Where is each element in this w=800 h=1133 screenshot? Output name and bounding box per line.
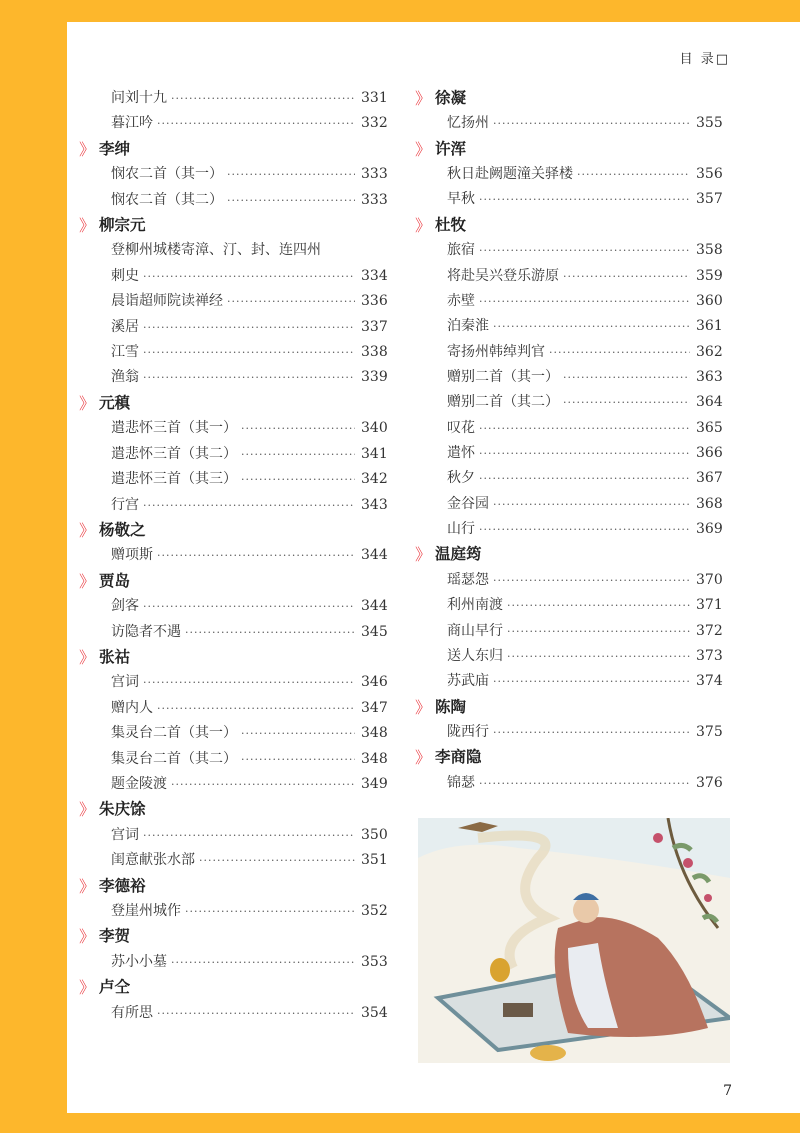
dot-leader — [227, 289, 355, 314]
dot-leader — [143, 340, 355, 365]
toc-entry[interactable] — [79, 162, 388, 187]
dot-leader — [549, 340, 690, 365]
chevron-marker-icon: 》 — [415, 139, 432, 159]
toc-entry[interactable] — [79, 188, 388, 213]
toc-entry[interactable] — [79, 493, 388, 518]
chevron-marker-icon: 》 — [415, 89, 432, 108]
toc-entry[interactable] — [415, 720, 723, 745]
entry-page-number: 332 — [361, 115, 388, 132]
author-name: 张祜 — [99, 647, 131, 666]
toc-entry[interactable] — [415, 771, 723, 796]
entry-page-number: 356 — [696, 166, 723, 183]
entry-page-number: 371 — [696, 597, 723, 614]
toc-author-heading[interactable] — [79, 213, 385, 238]
entry-page-number: 350 — [361, 826, 388, 843]
toc-entry[interactable] — [79, 289, 388, 314]
dot-leader — [157, 696, 355, 721]
toc-entry[interactable] — [415, 238, 723, 263]
entry-page-number: 340 — [361, 420, 388, 437]
chevron-marker-icon: 》 — [79, 520, 96, 540]
toc-entry[interactable] — [415, 619, 723, 644]
toc-entry[interactable] — [415, 289, 723, 314]
entry-title: 暮江吟 — [111, 115, 153, 132]
entry-title: 旅宿 — [447, 242, 475, 259]
chevron-marker-icon: 》 — [415, 545, 432, 565]
dot-leader — [479, 416, 690, 441]
dot-leader — [479, 771, 690, 796]
entry-page-number: 339 — [361, 369, 388, 386]
author-name: 陈陶 — [435, 697, 467, 716]
entry-title: 有所思 — [111, 1004, 153, 1021]
entry-title: 渔翁 — [111, 369, 139, 386]
dot-leader — [171, 772, 355, 797]
dot-leader — [143, 493, 355, 518]
entry-page-number: 347 — [361, 699, 388, 716]
dot-leader — [507, 644, 690, 669]
entry-title: 陇西行 — [447, 723, 489, 740]
entry-title: 问刘十九 — [111, 90, 167, 106]
entry-title: 忆扬州 — [447, 115, 489, 132]
toc-author-heading[interactable] — [415, 213, 720, 238]
entry-title: 遣悲怀三首（其一） — [111, 420, 237, 437]
illustration-scholar-painting — [418, 818, 730, 1063]
toc-entry[interactable] — [415, 593, 723, 618]
entry-page-number: 366 — [696, 445, 723, 462]
entry-title: 溪居 — [111, 318, 139, 335]
author-name: 朱庆馀 — [99, 800, 146, 819]
toc-entry[interactable] — [79, 747, 388, 772]
toc-entry[interactable] — [415, 416, 723, 441]
entry-page-number: 367 — [696, 470, 723, 487]
entry-title: 将赴吴兴登乐游原 — [447, 267, 559, 284]
chevron-marker-icon: 》 — [79, 216, 96, 236]
entry-page-number: 361 — [696, 318, 723, 335]
toc-entry[interactable] — [79, 772, 388, 797]
entry-title: 金谷园 — [447, 495, 489, 512]
entry-page-number: 351 — [361, 852, 388, 869]
dot-leader — [507, 593, 690, 618]
entry-page-number: 363 — [696, 368, 723, 385]
entry-page-number: 373 — [696, 647, 723, 664]
author-name: 李德裕 — [99, 876, 146, 895]
entry-page-number: 364 — [696, 394, 723, 411]
dot-leader — [493, 314, 690, 339]
toc-entry[interactable] — [79, 696, 388, 721]
entry-page-number: 359 — [696, 267, 723, 284]
toc-entry[interactable] — [79, 823, 388, 848]
dot-leader — [493, 111, 690, 136]
entry-page-number: 370 — [696, 571, 723, 588]
toc-author-heading[interactable] — [415, 542, 720, 567]
entry-title: 寄扬州韩绰判官 — [447, 343, 545, 360]
entry-title: 早秋 — [447, 191, 475, 208]
toc-entry[interactable] — [415, 441, 723, 466]
dot-leader — [493, 720, 690, 745]
entry-title: 瑶瑟怨 — [447, 571, 489, 588]
entry-page-number: 346 — [361, 674, 388, 691]
entry-title: 访隐者不遇 — [111, 623, 181, 640]
dot-leader — [185, 620, 355, 645]
toc-entry[interactable] — [415, 314, 723, 339]
toc-entry[interactable] — [79, 721, 388, 746]
entry-page-number: 354 — [361, 1004, 388, 1021]
entry-page-number: 365 — [696, 419, 723, 436]
toc-entry[interactable] — [79, 365, 388, 390]
chevron-marker-icon: 》 — [79, 800, 96, 820]
toc-author-heading[interactable] — [79, 391, 385, 416]
dot-leader — [479, 187, 690, 212]
entry-page-number: 358 — [696, 242, 723, 259]
dot-leader — [143, 670, 355, 695]
toc-entry[interactable] — [415, 264, 723, 289]
entry-title: 登柳州城楼寄漳、汀、封、连四州 — [111, 242, 321, 259]
dot-leader — [493, 492, 690, 517]
entry-page-number: 336 — [361, 293, 388, 310]
dot-leader — [241, 416, 355, 441]
author-name: 贾岛 — [99, 571, 131, 590]
dot-leader — [143, 264, 355, 289]
toc-entry[interactable] — [79, 950, 388, 975]
toc-entry[interactable] — [79, 238, 385, 263]
entry-title: 悯农二首（其一） — [111, 166, 223, 183]
toc-entry[interactable] — [415, 669, 723, 694]
toc-entry[interactable] — [79, 264, 388, 289]
dot-leader — [479, 238, 690, 263]
toc-entry[interactable] — [415, 644, 723, 669]
toc-entry[interactable] — [415, 466, 723, 491]
dot-leader — [157, 543, 355, 568]
chevron-marker-icon: 》 — [79, 927, 96, 947]
toc-entry[interactable] — [79, 1001, 388, 1026]
toc-entry[interactable] — [415, 162, 723, 187]
author-name: 卢仝 — [99, 978, 131, 997]
page-number: 7 — [723, 1083, 732, 1099]
entry-title: 遣悲怀三首（其二） — [111, 445, 237, 462]
toc-author-heading[interactable] — [79, 924, 385, 949]
toc-entry[interactable] — [415, 517, 723, 542]
dot-leader — [143, 365, 355, 390]
entry-title: 锦瑟 — [447, 774, 475, 791]
entry-title: 行宫 — [111, 496, 139, 513]
entry-page-number: 372 — [696, 622, 723, 639]
author-name: 柳宗元 — [99, 216, 146, 235]
entry-page-number: 369 — [696, 521, 723, 538]
entry-title: 江雪 — [111, 344, 139, 361]
entry-page-number: 353 — [361, 953, 388, 970]
chevron-marker-icon: 》 — [79, 139, 96, 159]
author-name: 杜牧 — [435, 215, 467, 234]
toc-entry[interactable] — [415, 340, 723, 365]
chevron-marker-icon: 》 — [415, 697, 432, 717]
toc-right-column — [415, 86, 723, 796]
dot-leader — [577, 162, 690, 187]
toc-author-heading[interactable] — [415, 86, 720, 111]
entry-page-number: 368 — [696, 495, 723, 512]
entry-page-number: 345 — [361, 623, 388, 640]
author-name: 温庭筠 — [435, 545, 482, 564]
dot-leader — [241, 467, 355, 492]
entry-title: 送人东归 — [447, 647, 503, 664]
entry-title: 利州南渡 — [447, 597, 503, 614]
toc-author-heading[interactable] — [79, 797, 385, 822]
entry-title: 宫词 — [111, 674, 139, 691]
dot-leader — [479, 441, 690, 466]
entry-page-number: 344 — [361, 547, 388, 564]
entry-title: 商山早行 — [447, 622, 503, 639]
entry-title: 苏武庙 — [447, 673, 489, 690]
dot-leader — [143, 594, 355, 619]
toc-entry[interactable] — [79, 111, 388, 136]
dot-leader — [241, 721, 355, 746]
toc-entry[interactable] — [79, 670, 388, 695]
dot-leader — [479, 466, 690, 491]
page — [67, 22, 800, 1113]
dot-leader — [493, 669, 690, 694]
author-name: 李商隐 — [435, 748, 482, 767]
toc-entry[interactable] — [415, 390, 723, 415]
dot-leader — [563, 390, 690, 415]
toc-author-heading[interactable] — [79, 645, 385, 670]
dot-leader — [563, 264, 690, 289]
toc-entry[interactable] — [415, 568, 723, 593]
toc-entry[interactable] — [79, 543, 388, 568]
dot-leader — [479, 517, 690, 542]
toc-entry[interactable] — [79, 416, 388, 441]
toc-author-heading[interactable] — [79, 137, 385, 162]
entry-title: 苏小小墓 — [111, 953, 167, 970]
entry-page-number: 349 — [361, 775, 388, 792]
dot-leader — [157, 111, 355, 136]
entry-title: 集灵台二首（其二） — [111, 750, 237, 767]
toc-author-heading[interactable] — [79, 975, 385, 1000]
toc-entry[interactable] — [79, 315, 388, 340]
entry-page-number: 360 — [696, 292, 723, 309]
toc-entry[interactable] — [415, 111, 723, 136]
toc-left-column — [79, 86, 388, 1026]
toc-entry[interactable] — [79, 86, 388, 111]
toc-author-heading[interactable] — [415, 137, 720, 162]
chevron-marker-icon: 》 — [79, 393, 96, 413]
dot-leader — [199, 848, 355, 873]
entry-page-number: 343 — [361, 496, 388, 513]
entry-title: 悯农二首（其二） — [111, 191, 223, 208]
dot-leader — [227, 188, 355, 213]
toc-author-heading[interactable] — [415, 745, 720, 770]
entry-page-number: 342 — [361, 471, 388, 488]
entry-page-number: 374 — [696, 673, 723, 690]
chevron-marker-icon: 》 — [79, 978, 96, 998]
dot-leader — [143, 823, 355, 848]
dot-leader — [171, 86, 355, 111]
entry-title: 剑客 — [111, 598, 139, 615]
author-name: 许浑 — [435, 139, 467, 158]
entry-page-number: 357 — [696, 191, 723, 208]
toc-entry[interactable] — [79, 594, 388, 619]
chevron-marker-icon: 》 — [79, 647, 96, 667]
dot-leader — [157, 1001, 355, 1026]
entry-page-number: 331 — [361, 90, 388, 106]
entry-title: 赠别二首（其二） — [447, 394, 559, 411]
toc-author-heading[interactable] — [79, 518, 385, 543]
entry-title: 赠内人 — [111, 699, 153, 716]
chevron-marker-icon: 》 — [415, 748, 432, 768]
dot-leader — [493, 568, 690, 593]
toc-entry[interactable] — [79, 899, 388, 924]
toc-author-heading[interactable] — [79, 569, 385, 594]
dot-leader — [185, 899, 355, 924]
author-name: 杨敬之 — [99, 520, 146, 539]
entry-page-number: 341 — [361, 445, 388, 462]
toc-entry[interactable] — [79, 340, 388, 365]
chevron-marker-icon: 》 — [415, 215, 432, 235]
toc-entry[interactable] — [415, 187, 723, 212]
author-name: 李绅 — [99, 139, 131, 158]
entry-page-number: 337 — [361, 318, 388, 335]
dot-leader — [241, 747, 355, 772]
entry-title: 赠别二首（其一） — [447, 368, 559, 385]
entry-page-number: 352 — [361, 903, 388, 919]
entry-page-number: 333 — [361, 191, 388, 208]
toc-entry[interactable] — [79, 442, 388, 467]
entry-title: 宫词 — [111, 826, 139, 843]
dot-leader — [507, 619, 690, 644]
dot-leader — [563, 365, 690, 390]
entry-page-number: 348 — [361, 725, 388, 742]
dot-leader — [171, 950, 355, 975]
entry-page-number: 362 — [696, 343, 723, 360]
toc-entry[interactable] — [415, 492, 723, 517]
toc-entry[interactable] — [79, 848, 388, 873]
toc-entry[interactable] — [415, 365, 723, 390]
entry-title: 山行 — [447, 521, 475, 538]
chevron-marker-icon: 》 — [79, 876, 96, 896]
entry-page-number: 355 — [696, 115, 723, 132]
entry-title: 遣怀 — [447, 445, 475, 462]
dot-leader — [241, 442, 355, 467]
dot-leader — [227, 162, 355, 187]
entry-title: 泊秦淮 — [447, 318, 489, 335]
entry-title: 刺史 — [111, 267, 139, 284]
toc-author-heading[interactable] — [415, 695, 720, 720]
entry-title: 赤壁 — [447, 292, 475, 309]
running-header: 目 录□ — [679, 52, 730, 67]
dot-leader — [143, 315, 355, 340]
entry-title: 叹花 — [447, 419, 475, 436]
entry-title: 秋日赴阙题潼关驿楼 — [447, 166, 573, 183]
toc-entry[interactable] — [79, 467, 388, 492]
dot-leader — [479, 289, 690, 314]
entry-title: 赠项斯 — [111, 547, 153, 564]
entry-title: 闺意献张水部 — [111, 852, 195, 869]
entry-title: 晨诣超师院读禅经 — [111, 293, 223, 310]
entry-title: 秋夕 — [447, 470, 475, 487]
toc-entry[interactable] — [79, 620, 388, 645]
entry-page-number: 375 — [696, 723, 723, 740]
chevron-marker-icon: 》 — [79, 571, 96, 591]
entry-page-number: 344 — [361, 598, 388, 615]
entry-page-number: 348 — [361, 750, 388, 767]
author-name: 徐凝 — [435, 89, 467, 107]
author-name: 元稹 — [99, 393, 131, 412]
author-name: 李贺 — [99, 927, 131, 946]
entry-page-number: 376 — [696, 774, 723, 791]
entry-title: 登崖州城作 — [111, 903, 181, 919]
entry-page-number: 333 — [361, 166, 388, 183]
entry-page-number: 334 — [361, 267, 388, 284]
entry-title: 遣悲怀三首（其三） — [111, 471, 237, 488]
entry-title: 集灵台二首（其一） — [111, 725, 237, 742]
toc-author-heading[interactable] — [79, 874, 385, 899]
entry-title: 题金陵渡 — [111, 775, 167, 792]
entry-page-number: 338 — [361, 344, 388, 361]
